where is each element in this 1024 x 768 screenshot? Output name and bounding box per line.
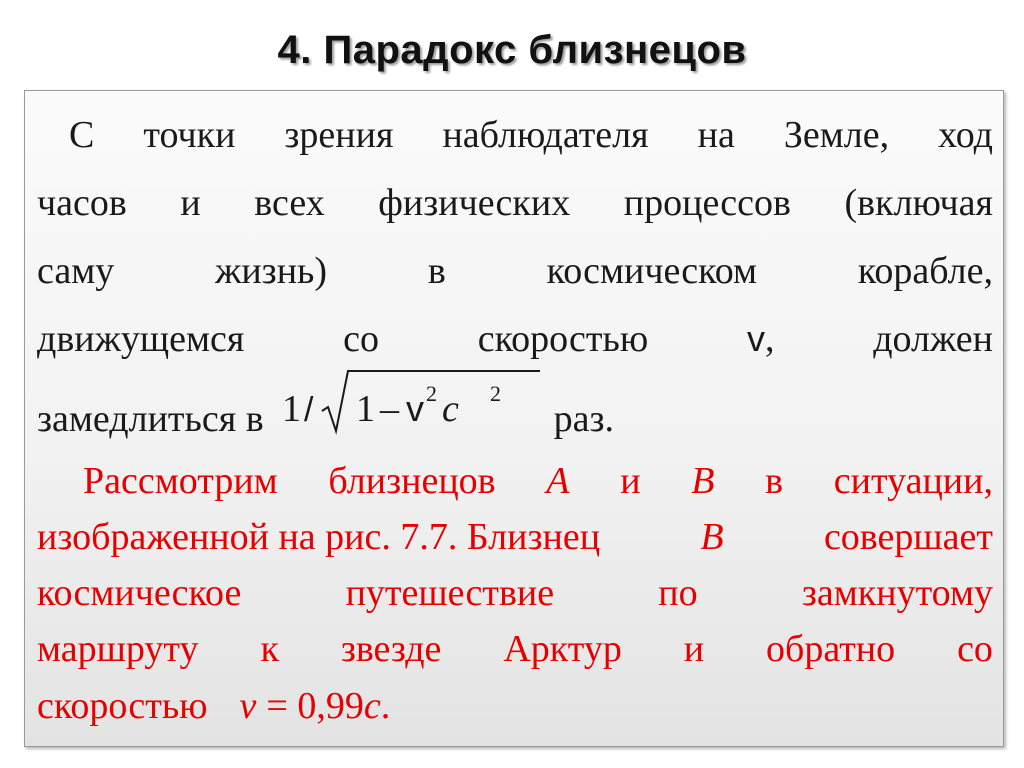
velocity-symbol: v [746, 318, 765, 359]
word: замкнутому [801, 572, 993, 614]
paragraph2-line1 [37, 459, 993, 503]
word: и [620, 460, 641, 502]
word: должен [873, 318, 993, 360]
formula-exp-v: 2 [425, 381, 437, 406]
period: . [380, 685, 391, 727]
word: зрения [284, 114, 394, 156]
word: ход [938, 114, 993, 156]
paragraph1-line5 [37, 381, 993, 440]
word: звезде [340, 628, 442, 670]
word: корабле, [857, 250, 993, 292]
text-before-formula: замедлиться в [37, 398, 264, 440]
word: маршруту [37, 628, 199, 670]
word: по [658, 572, 698, 614]
formula-graphic [278, 365, 540, 445]
velocity-group [747, 317, 775, 361]
velocity-symbol: v [239, 685, 257, 727]
paragraph2-line4 [37, 627, 993, 671]
word: точки [143, 114, 236, 156]
paragraph1-line4 [37, 317, 993, 361]
light-speed-symbol: c [363, 685, 381, 727]
word: путешествие [345, 572, 555, 614]
twin-b-label: B [700, 516, 724, 558]
word: С [69, 114, 95, 156]
paragraph2-line2 [37, 515, 993, 559]
formula-minus: – [379, 388, 399, 430]
word: скоростью [477, 318, 649, 360]
formula-one: 1 [281, 388, 301, 430]
word: жизнь) [215, 250, 328, 292]
word: всех [254, 182, 325, 224]
paragraph2-line5 [37, 684, 993, 728]
word: часов [37, 182, 127, 224]
formula-v: v [405, 388, 424, 429]
word: движущемся [37, 318, 245, 360]
word: (включая [844, 182, 993, 224]
formula-exp-c: 2 [489, 381, 501, 406]
slide-title: 4. Парадокс близнецов [277, 28, 747, 72]
paragraph1-line2 [37, 181, 993, 225]
paragraph2-line3 [37, 571, 993, 615]
text-after-formula: раз. [553, 398, 615, 440]
velocity-value: = 0,99 [266, 685, 364, 727]
word: в [765, 460, 784, 502]
text-segment: совершает [823, 516, 993, 558]
word: космическом [546, 250, 758, 292]
word: Рассмотрим [83, 460, 278, 502]
formula-one-inner: 1 [355, 388, 375, 430]
word: ситуации, [833, 460, 993, 502]
twin-b-label: B [691, 460, 715, 502]
word: со [957, 628, 993, 670]
paragraph1-line3 [37, 249, 993, 293]
word: в [427, 250, 446, 292]
word: процессов [623, 182, 791, 224]
comma: , [764, 318, 775, 360]
twin-a-label: A [546, 460, 570, 502]
word: и [683, 628, 705, 670]
word: и [180, 182, 201, 224]
time-dilation-formula [278, 381, 540, 431]
word: Арктур [503, 628, 622, 670]
word: со [343, 318, 379, 360]
word: физических [378, 182, 571, 224]
word: к [260, 628, 279, 670]
text-segment: изображенной на рис. 7.7. Близнец [37, 516, 601, 558]
word: скоростью [37, 685, 208, 727]
word: обратно [765, 628, 896, 670]
formula-slash: / [303, 391, 314, 429]
word: Земле, [783, 114, 890, 156]
word: наблюдателя [442, 114, 649, 156]
word: саму [37, 250, 115, 292]
paragraph1-line1 [37, 113, 993, 157]
word: близнецов [328, 460, 496, 502]
word: космическое [37, 572, 242, 614]
formula-c: c [441, 388, 459, 430]
word: на [697, 114, 735, 156]
